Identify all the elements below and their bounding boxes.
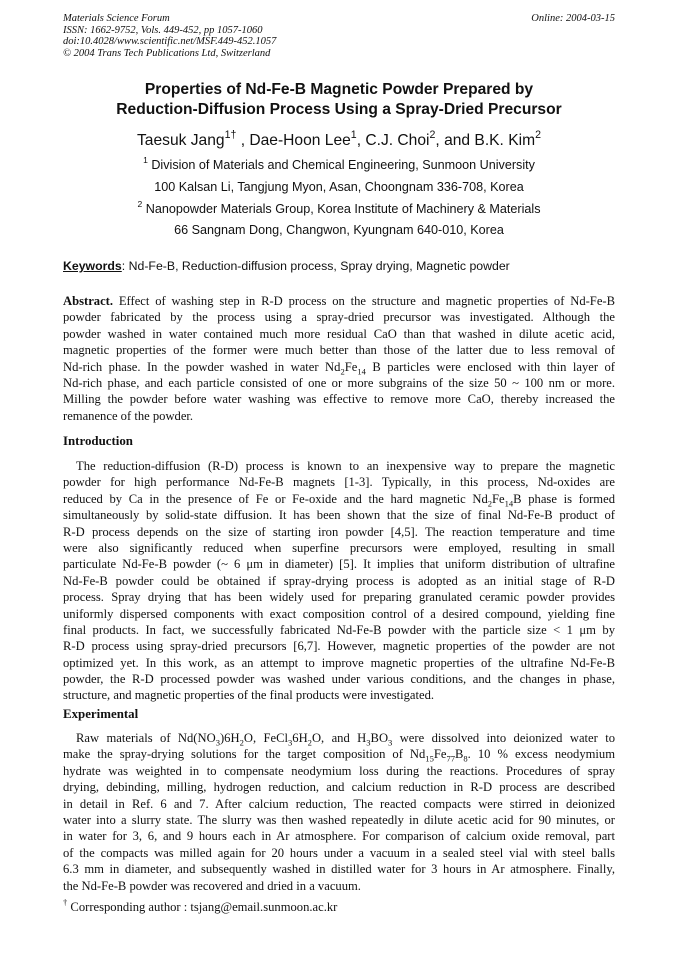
exp-line: the Nd-Fe-B powder was recovered and dried in a vacuum. [63, 878, 361, 893]
exp-line: hydrate was weighted in to compensate neodymium loss during the reactions. Procedures of spray [63, 763, 615, 778]
abstract-line [63, 293, 615, 309]
keywords-label: Keywords [63, 259, 122, 273]
subscript: 3 [287, 737, 293, 748]
subscript: 2 [340, 366, 345, 377]
title-line-2: Reduction-Diffusion Process Using a Spray-Dried Precursor [116, 101, 562, 118]
exp-text: BO [370, 731, 389, 745]
abstract-line: magnetic properties of the former were much better than those of the latter due to less removal of [63, 343, 615, 358]
author-1-sup: 1† [224, 128, 237, 141]
keywords-text: : Nd-Fe-B, Reduction-diffusion process, Spray drying, Magnetic powder [121, 259, 510, 273]
intro-line: structure, and magnetic properties of the final products were investigated. [63, 688, 435, 703]
online-date: Online: 2004-03-15 [531, 13, 615, 24]
subscript: 2 [307, 737, 312, 748]
intro-line [63, 491, 615, 507]
intro-line: R-D process depends on the size of starting iron powder [4,5]. The reaction temperature and time [63, 524, 615, 539]
aff-1-num: 1 [143, 154, 148, 165]
exp-text: O, FeCl [243, 731, 288, 745]
experimental-heading: Experimental [63, 707, 139, 721]
issn-line: ISSN: 1662-9752, Vols. 449-452, pp 1057-1060 [63, 24, 263, 36]
subscript: 3 [388, 737, 393, 748]
abstract-text: Nd-rich phase. In the powder washed in water Nd [63, 359, 341, 374]
doi-line: doi:10.4028/www.scientific.net/MSF.449-452.1057 [63, 36, 277, 48]
exp-text: Raw materials of Nd(NO [76, 731, 216, 745]
experimental-paragraph [63, 730, 615, 894]
exp-text: were dissolved into deionized water to [392, 731, 616, 745]
exp-text: . 10 % excess neodymium [467, 747, 615, 762]
exp-line [63, 746, 615, 762]
author-2: , Dae-Hoon Lee [236, 132, 351, 149]
intro-line: Nd-Fe-B powder could be obtained if spray-drying process is adopted as an initial stage of R-D [63, 573, 615, 588]
author-1: Taesuk Jang [137, 132, 225, 149]
intro-line: simultaneously by solid-state diffusion. It has been shown that the size of final Nd-Fe-B product of [63, 508, 615, 523]
exp-line [63, 730, 615, 746]
exp-line: of the compacts was milled again for 20 hours under a vacuum in a sealed steel vial with steel balls [63, 845, 615, 860]
journal-name: Materials Science Forum [63, 13, 170, 24]
abstract-text: Fe [344, 359, 358, 374]
intro-line: process. Spray drying that has been widely used for preparing granulated ceramic powder provides [63, 590, 615, 605]
subscript: 14 [504, 498, 514, 509]
intro-line: powder for high performance Nd-Fe-B magnets [1-3]. Typically, in this process, Nd-oxides are [63, 475, 615, 490]
aff-2-line-2: 66 Sangnam Dong, Changwon, Kyungnam 640-010, Korea [174, 223, 504, 237]
exp-line: 6.3 mm in diameter, and subsequently washed in distilled water for 3 hours in Ar atmosphere. Finally, [63, 862, 615, 877]
intro-line: particulate Nd-Fe-B powder (~ 6 μm in diameter) [5]. It implies that uniform distribution of ultrafine [63, 557, 615, 572]
intro-line: optimized yet. In this work, as an attempt to improve magnetic properties of the ultrafine Nd-Fe-B [63, 655, 615, 670]
abstract-text: B particles were enclosed with thin layer of [372, 359, 616, 374]
introduction-paragraph [63, 458, 615, 704]
aff-2-line-1: Nanopowder Materials Group, Korea Institute of Machinery & Materials [142, 202, 541, 216]
keywords [63, 258, 615, 274]
author-list [30, 128, 648, 151]
corresponding-author-footnote [63, 896, 338, 915]
subscript: 2 [239, 737, 244, 748]
intro-line: final products. In fact, we successfully fabricated Nd-Fe-B powder with the particle size < 1 μm by [63, 622, 615, 637]
author-4: , and B.K. Kim [435, 132, 536, 149]
exp-text: make the spray-drying solutions for the target composition of Nd [63, 747, 426, 762]
subscript: 3 [366, 737, 371, 748]
exp-line: in water for 3, 6, and 9 hours each in Ar atmosphere. For comparison of calcium oxide removal, part [63, 829, 615, 844]
author-2-sup: 1 [350, 128, 357, 141]
title-line-1: Properties of Nd-Fe-B Magnetic Powder Prepared by [144, 81, 534, 98]
paper-title [30, 80, 648, 120]
abstract-line: remanence of the powder. [63, 408, 194, 423]
abstract-line: powder fabricated by the process using a spray-dried precursor was investigated. Although the [63, 310, 615, 325]
footnote-mark: † [63, 896, 68, 907]
intro-line: were also significantly reduced when superfine precursors were employed, resulting in small [63, 540, 615, 555]
exp-text: Fe [433, 747, 447, 762]
footnote-text: Corresponding author : tsjang@email.sunmoon.ac.kr [67, 900, 338, 914]
abstract-line: Milling the powder before water washing was effective to remove more CaO, thereby increased the [63, 392, 615, 407]
exp-text: O, and H [311, 731, 367, 745]
aff-1-line-1: Division of Materials and Chemical Engineering, Sunmoon University [147, 158, 535, 172]
abstract-line [63, 359, 615, 375]
subscript: 14 [357, 366, 366, 377]
intro-text: B phase is formed [513, 491, 615, 506]
exp-line: drying, debinding, milling, hydrogen reduction, and calcium reduction in R-D process are described [63, 780, 615, 795]
introduction-heading: Introduction [63, 434, 133, 448]
copyright-line: © 2004 Trans Tech Publications Ltd, Switzerland [63, 47, 271, 59]
intro-line: R-D process using spray-dried precursors [6,7]. However, magnetic properties of the powder are not [63, 639, 615, 654]
abstract-line: powder washed in water contained much more residual CaO than that washed in dilute acetic acid, [63, 326, 615, 341]
author-3-sup: 2 [429, 128, 436, 141]
exp-line: water into a slurry state. The slurry was then washed repeatedly in dilute acetic acid for 90 minutes, or [63, 812, 615, 827]
intro-line: uniformly dispersed components with exact composition control of a desired compound, yielding fine [63, 606, 615, 621]
journal-header [63, 13, 615, 59]
intro-text: Fe [492, 491, 505, 506]
intro-text: reduced by Ca in the presence of Fe or Fe-oxide and the hard magnetic Nd [63, 491, 488, 506]
subscript: 15 [425, 753, 434, 764]
subscript: 2 [487, 498, 493, 509]
exp-text: )6H [219, 731, 240, 745]
intro-line: The reduction-diffusion (R-D) process is known to an inexpensive way to prepare the magnetic [76, 459, 615, 473]
author-3: , C.J. Choi [356, 132, 430, 149]
affiliation-2 [20, 198, 658, 217]
subscript: 8 [463, 753, 468, 764]
aff-2-num: 2 [137, 198, 143, 209]
exp-line: in detail in Ref. 6 and 7. After calcium reduction, The reacted compacts were stirred in deionized [63, 796, 615, 811]
abstract-text: Effect of washing step in R-D process on the structure and magnetic properties of Nd-Fe-B [113, 294, 615, 308]
subscript: 77 [446, 753, 455, 764]
author-4-sup: 2 [535, 128, 541, 141]
abstract-label: Abstract. [63, 294, 114, 308]
intro-line: powder, the R-D processed powder was washed under various conditions, and the changes in phase, [63, 672, 615, 687]
abstract-line: Nd-rich phase, and each particle consisted of one or more subgrains of the size 50 ~ 100 nm or more. [63, 375, 615, 390]
subscript: 3 [215, 737, 220, 748]
aff-1-line-2: 100 Kalsan Li, Tangjung Myon, Asan, Choongnam 336-708, Korea [154, 180, 524, 194]
exp-text: 6H [292, 731, 308, 745]
exp-text: B [454, 747, 464, 762]
affiliation-1 [20, 154, 658, 173]
abstract-paragraph [63, 293, 615, 424]
